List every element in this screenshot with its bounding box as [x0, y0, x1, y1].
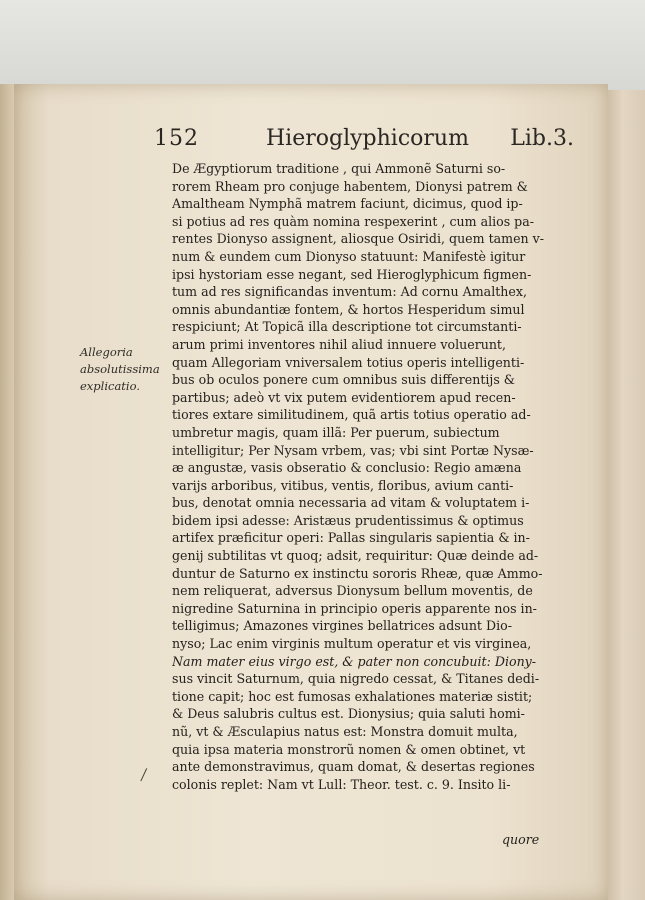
book-label: Lib.3. [510, 126, 574, 151]
marginal-note-line: Allegoria [80, 345, 133, 359]
text-line: telligimus; Amazones virgines bellatrices adsunt Dio- [172, 618, 512, 634]
text-line-italic: Nam mater eius virgo est, & pater non concubuit: Diony- [172, 653, 537, 669]
text-line: bidem ipsi adesse: Aristæus prudentissimus & optimus [172, 512, 524, 528]
text-line: Amaltheam Nymphã matrem faciunt, dicimus, quod ip- [172, 196, 523, 212]
text-line: nem reliquerat, adversus Dionysum bellum moventis, de [172, 583, 533, 599]
text-line: colonis replet: Nam vt Lull: Theor. test. c. 9. Insito li- [172, 776, 511, 792]
page-header [154, 126, 574, 156]
text-line: sus vincit Saturnum, quia nigredo cessat, & Titanes dedi- [172, 671, 540, 687]
text-line: artifex præficitur operi: Pallas singularis sapientia & in- [172, 530, 530, 546]
body-text [172, 160, 552, 793]
catchword: quore [502, 832, 540, 847]
text-line: num & eundem cum Dionyso statuunt: Manifestè igitur [172, 248, 526, 264]
marginal-note-line: explicatio. [80, 379, 140, 393]
text-line: rorem Rheam pro conjuge habentem, Dionysi patrem & [172, 178, 528, 194]
text-line: æ angustæ, vasis obseratio & conclusio: Regio amæna [172, 460, 522, 476]
text-line: omnis abundantiæ fontem, & hortos Hesperidum simul [172, 301, 525, 317]
text-line: tum ad res significandas inventum: Ad cornu Amalthex, [172, 284, 527, 300]
text-line: genij subtilitas vt quoq; adsit, requiritur: Quæ deinde ad- [172, 548, 539, 564]
text-line: quam Allegoriam vniversalem totius operis intelligenti- [172, 354, 525, 370]
text-line: tiores extare similitudinem, quã artis totius operatio ad- [172, 407, 531, 423]
text-line: bus ob oculos ponere cum omnibus suis differentijs & [172, 372, 516, 388]
text-line: tione capit; hoc est fumosas exhalationes materiæ sistit; [172, 688, 533, 704]
text-line: bus, denotat omnia necessaria ad vitam & voluptatem i- [172, 495, 530, 511]
text-line: nũ, vt & Æsculapius natus est: Monstra domuit multa, [172, 724, 518, 739]
text-line: & Deus salubris cultus est. Dionysius; quia saluti homi- [172, 706, 525, 722]
text-line: varijs arboribus, vitibus, ventis, floribus, avium canti- [172, 477, 514, 493]
text-line: intelligitur; Per Nysam vrbem, vas; vbi sint Portæ Nysæ- [172, 442, 534, 458]
text-line: ante demonstravimus, quam domat, & desertas regiones [172, 759, 535, 775]
text-line: duntur de Saturno ex instinctu sororis Rheæ, quæ Ammo- [172, 565, 543, 581]
marginal-note [80, 344, 162, 395]
text-line: respiciunt; At Topicã illa descriptione tot circumstanti- [172, 319, 522, 335]
running-title: Hieroglyphicorum [266, 126, 469, 151]
text-line: rentes Dionyso assignent, aliosque Osiridi, quem tamen v- [172, 231, 545, 247]
text-line: nyso; Lac enim virginis multum operatur et vis virginea, [172, 636, 532, 652]
text-line: nigredine Saturnina in principio operis apparente nos in- [172, 600, 537, 616]
text-line: umbretur magis, quam illã: Per puerum, subiectum [172, 424, 500, 440]
text-line: si potius ad res quàm nomina respexerint , cum alios pa- [172, 213, 535, 229]
text-line: partibus; adeò vt vix putem evidentiorem apud recen- [172, 389, 516, 405]
marginal-note-line: absolutissima [80, 362, 160, 376]
page-number: 152 [154, 126, 199, 151]
text-line: arum primi inventores nihil aliud innuere voluerunt, [172, 336, 506, 352]
text-line: De Ægyptiorum traditione , qui Ammonẽ Saturni so- [172, 161, 506, 176]
facing-page-edge [606, 90, 645, 900]
text-line: ipsi hystoriam esse negant, sed Hieroglyphicum figmen- [172, 266, 532, 282]
desk-background [0, 0, 645, 96]
text-line: quia ipsa materia monstrorũ nomen & omen obtinet, vt [172, 741, 526, 757]
